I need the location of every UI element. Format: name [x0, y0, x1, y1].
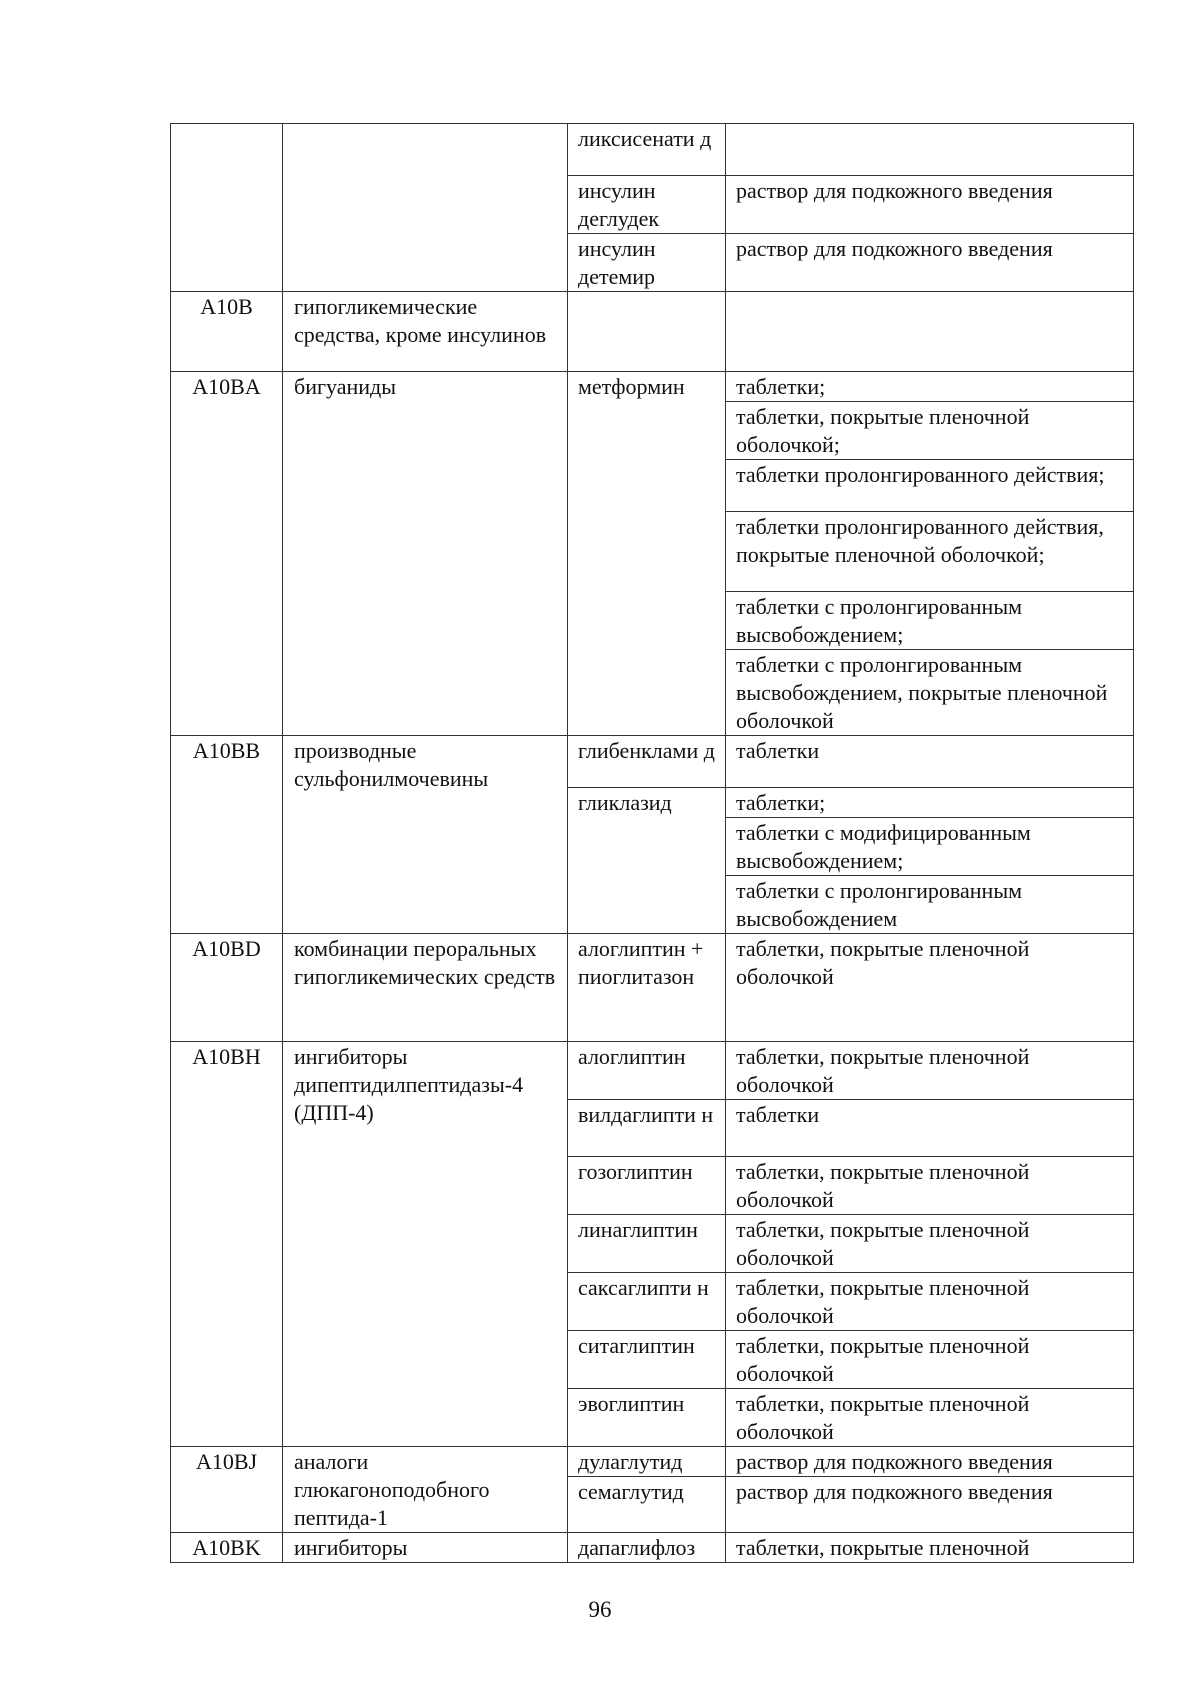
table-row [171, 1042, 1134, 1100]
drug-name-cell: инсулин детемир [568, 234, 726, 292]
dosage-form-cell: таблетки пролонгированного действия; [726, 460, 1134, 512]
dosage-form-cell: таблетки с пролонгированным высвобождением [726, 876, 1134, 934]
drug-name-cell: дулаглутид [568, 1447, 726, 1477]
drug-name-cell: саксаглипти н [568, 1273, 726, 1331]
group-name-cell: ингибиторы дипептидилпептидазы-4 (ДПП-4) [283, 1042, 568, 1447]
dosage-form-cell: таблетки, покрытые пленочной оболочкой [726, 1273, 1134, 1331]
atc-code-cell [171, 124, 283, 292]
drug-name-cell [568, 292, 726, 372]
table-row [171, 1447, 1134, 1477]
drug-name-cell: эвоглиптин [568, 1389, 726, 1447]
dosage-form-cell: таблетки пролонгированного действия, покрытые пленочной оболочкой; [726, 512, 1134, 592]
group-name-cell [283, 124, 568, 292]
table-row [171, 124, 1134, 176]
group-name-cell: производные сульфонилмочевины [283, 736, 568, 934]
drug-name-cell: дапаглифлоз [568, 1533, 726, 1563]
dosage-form-cell: раствор для подкожного введения [726, 1447, 1134, 1477]
dosage-form-cell: раствор для подкожного введения [726, 234, 1134, 292]
drug-name-cell: гликлазид [568, 788, 726, 934]
dosage-form-cell: таблетки, покрытые пленочной оболочкой [726, 934, 1134, 1042]
table-row [171, 1533, 1134, 1563]
dosage-form-cell: таблетки с пролонгированным высвобождением; [726, 592, 1134, 650]
drug-name-cell: инсулин деглудек [568, 176, 726, 234]
drug-name-cell: алоглиптин [568, 1042, 726, 1100]
atc-code-cell: A10BH [171, 1042, 283, 1447]
dosage-form-cell: таблетки; [726, 372, 1134, 402]
table-row [171, 736, 1134, 788]
atc-code-cell: A10B [171, 292, 283, 372]
drug-name-cell: глибенклами д [568, 736, 726, 788]
dosage-form-cell: таблетки; [726, 788, 1134, 818]
dosage-form-cell: таблетки, покрытые пленочной оболочкой; [726, 402, 1134, 460]
table-row [171, 934, 1134, 1042]
dosage-form-cell: раствор для подкожного введения [726, 176, 1134, 234]
drug-table [170, 123, 1134, 1563]
drug-name-cell: метформин [568, 372, 726, 736]
document-page [170, 123, 1133, 1563]
drug-name-cell: линаглиптин [568, 1215, 726, 1273]
dosage-form-cell: таблетки, покрытые пленочной оболочкой [726, 1157, 1134, 1215]
dosage-form-cell: таблетки [726, 1100, 1134, 1157]
dosage-form-cell: таблетки, покрытые пленочной оболочкой [726, 1042, 1134, 1100]
atc-code-cell: A10BB [171, 736, 283, 934]
dosage-form-cell: таблетки, покрытые пленочной [726, 1533, 1134, 1563]
table-row [171, 292, 1134, 372]
drug-name-cell: гозоглиптин [568, 1157, 726, 1215]
atc-code-cell: A10BJ [171, 1447, 283, 1533]
group-name-cell: комбинации пероральных гипогликемических средств [283, 934, 568, 1042]
drug-name-cell: алоглиптин + пиоглитазон [568, 934, 726, 1042]
page-number: 96 [588, 1597, 612, 1622]
dosage-form-cell: таблетки, покрытые пленочной оболочкой [726, 1331, 1134, 1389]
dosage-form-cell: раствор для подкожного введения [726, 1477, 1134, 1533]
group-name-cell: ингибиторы [283, 1533, 568, 1563]
atc-code-cell: A10BA [171, 372, 283, 736]
group-name-cell: бигуаниды [283, 372, 568, 736]
drug-name-cell: ситаглиптин [568, 1331, 726, 1389]
drug-name-cell: вилдаглипти н [568, 1100, 726, 1157]
atc-code-cell: A10BD [171, 934, 283, 1042]
drug-name-cell: семаглутид [568, 1477, 726, 1533]
table-row [171, 372, 1134, 402]
dosage-form-cell: таблетки с пролонгированным высвобождением, покрытые пленочной оболочкой [726, 650, 1134, 736]
drug-name-cell: ликсисенати д [568, 124, 726, 176]
dosage-form-cell: таблетки с модифицированным высвобождением; [726, 818, 1134, 876]
atc-code-cell: A10BK [171, 1533, 283, 1563]
group-name-cell: аналоги глюкагоноподобного пептида-1 [283, 1447, 568, 1533]
dosage-form-cell [726, 124, 1134, 176]
dosage-form-cell [726, 292, 1134, 372]
group-name-cell: гипогликемические средства, кроме инсулинов [283, 292, 568, 372]
dosage-form-cell: таблетки, покрытые пленочной оболочкой [726, 1215, 1134, 1273]
dosage-form-cell: таблетки [726, 736, 1134, 788]
dosage-form-cell: таблетки, покрытые пленочной оболочкой [726, 1389, 1134, 1447]
